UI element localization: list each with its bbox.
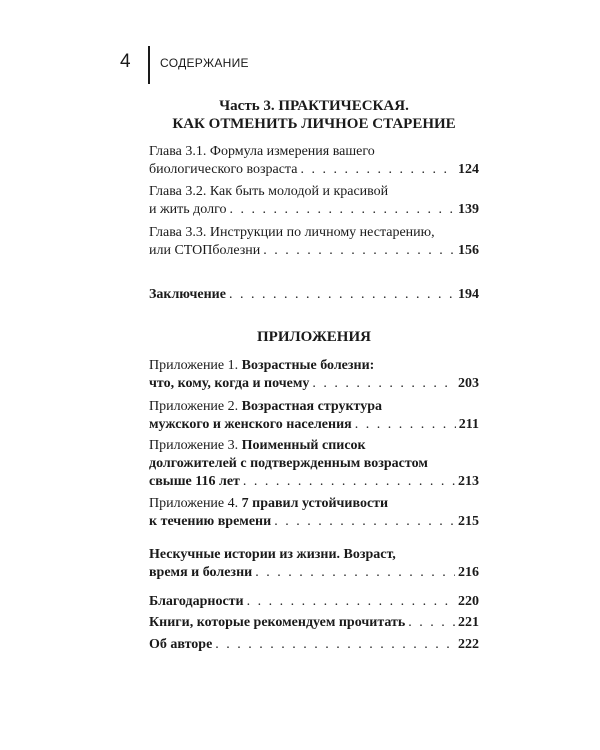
toc-entry-appendix-1: Приложение 1. Возрастные болезни: что, кому, когда и почему . . . 203 [149, 357, 479, 393]
toc-entry-acknowledgements: Благодарности . . . 220 [149, 593, 479, 611]
dot-leader [215, 636, 455, 654]
page-ref: 139 [458, 202, 479, 217]
part3-heading-line1: Часть 3. ПРАКТИЧЕСКАЯ. [219, 98, 409, 114]
page-ref: 216 [458, 565, 479, 580]
dot-leader [229, 201, 455, 219]
dot-leader [263, 242, 455, 260]
page-ref: 222 [458, 637, 479, 652]
toc-entry-conclusion: Заключение . . . 194 [149, 286, 479, 304]
toc-entry-chapter-3-1: Глава 3.1. Формула измерения вашего биологического возраста . . . 124 [149, 143, 479, 179]
page-ref: 156 [458, 243, 479, 258]
toc-entry-about-author: Об авторе . . . 222 [149, 636, 479, 654]
page-ref: 213 [458, 474, 479, 489]
toc-entry-stories: Нескучные истории из жизни. Возраст, время и болезни . . . 216 [149, 546, 479, 582]
page-ref: 221 [458, 615, 479, 630]
page-ref: 203 [458, 376, 479, 391]
running-title: СОДЕРЖАНИЕ [160, 56, 249, 70]
page-ref: 211 [458, 417, 479, 432]
page-ref: 220 [458, 594, 479, 609]
dot-leader [355, 416, 456, 434]
appendices-heading: ПРИЛОЖЕНИЯ [257, 329, 371, 345]
header-divider [148, 46, 150, 84]
page-ref: 215 [458, 514, 479, 529]
dot-leader [408, 614, 455, 632]
toc-entry-appendix-2: Приложение 2. Возрастная структура мужского и женского населения . . . 211 [149, 398, 479, 434]
dot-leader [300, 161, 455, 179]
dot-leader [243, 473, 455, 491]
page-number: 4 [120, 51, 131, 72]
dot-leader [255, 564, 455, 582]
toc-entry-chapter-3-2: Глава 3.2. Как быть молодой и красивой и жить долго . . . 139 [149, 183, 479, 219]
toc-entry-chapter-3-3: Глава 3.3. Инструкции по личному нестарению, или СТОПболезни . . . 156 [149, 224, 479, 260]
part3-heading-line2: КАК ОТМЕНИТЬ ЛИЧНОЕ СТАРЕНИЕ [172, 116, 456, 132]
dot-leader [247, 593, 455, 611]
toc-entry-recommended-books: Книги, которые рекомендуем прочитать . . . 221 [149, 614, 479, 632]
dot-leader [229, 286, 455, 304]
toc-entry-appendix-4: Приложение 4. 7 правил устойчивости к течению времени . . . 215 [149, 495, 479, 531]
dot-leader [274, 513, 455, 531]
page-ref: 194 [458, 287, 479, 302]
dot-leader [312, 375, 455, 393]
part3-heading [149, 97, 479, 133]
page-ref: 124 [458, 162, 479, 177]
toc-entry-appendix-3: Приложение 3. Поименный список долгожителей с подтвержденным возрастом свыше 116 лет . . . 213 [149, 437, 479, 491]
